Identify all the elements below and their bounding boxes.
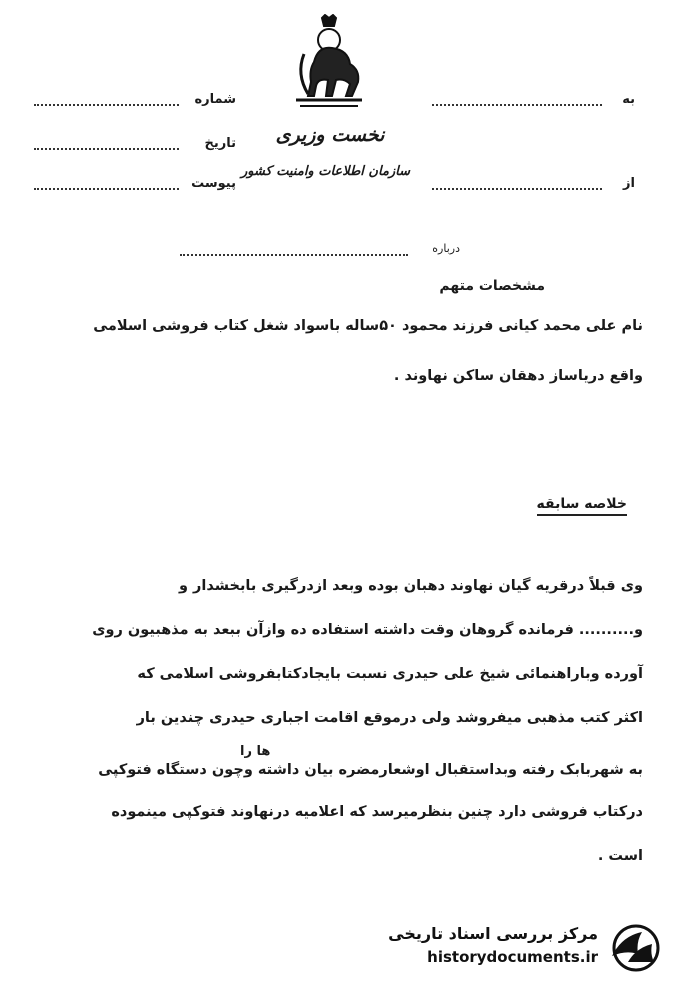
summary-line: آورده وباراهنمائی شیخ علی حیدری نسبت بایجادکتابفروشی اسلامی که <box>137 666 643 682</box>
ministry-title: نخست وزیری <box>275 124 385 146</box>
summary-line: وی قبلاً درقریه گیان نهاوند دهبان بوده وبعد ازدرگیری بابخشدار و <box>178 578 643 594</box>
attachment-dotted-line <box>34 188 179 190</box>
regarding-dotted-line <box>180 254 408 256</box>
date-dotted-line <box>34 148 179 150</box>
from-dotted-line <box>432 188 602 190</box>
watermark-title: مرکز بررسی اسناد تاریخی <box>388 924 598 943</box>
watermark-site: historydocuments.ir <box>427 948 598 966</box>
number-label: شماره <box>194 92 236 107</box>
to-dotted-line <box>432 104 602 106</box>
summary-line: درکتاب فروشی دارد چنین بنظرمیرسد که اعلامیه درنهاوند فتوکپی مینموده <box>111 804 643 820</box>
attachment-label: پیوست <box>191 176 236 191</box>
profile-line: نام علی محمد کیانی فرزند محمود ۵۰ساله باسواد شغل کتاب فروشی اسلامی <box>93 318 643 334</box>
organization-name: سازمان اطلاعات وامنیت کشور <box>240 164 411 179</box>
summary-line: است . <box>597 848 643 864</box>
profile-title: مشخصات متهم <box>439 278 545 294</box>
archive-logo-icon <box>606 922 664 974</box>
lion-and-sun-emblem-icon <box>288 14 370 114</box>
number-dotted-line <box>34 104 179 106</box>
date-label: تاریخ <box>204 136 236 151</box>
regarding-label: درباره <box>432 242 460 255</box>
to-label: به <box>622 92 635 107</box>
summary-line: به شهربابک رفته وبداستقبال اوشعارمضره بیان داشته وچون دستگاه فتوکپی <box>98 762 643 778</box>
summary-title <box>537 496 627 512</box>
handwritten-insertion: ها را <box>240 744 271 759</box>
summary-title-text: خلاصه سابقه <box>537 496 627 516</box>
summary-line: اکثر کتب مذهبی میفروشد ولی درموقع اقامت اجباری حیدری چندین بار <box>136 710 643 726</box>
watermark <box>388 920 670 976</box>
summary-line: و.......... فرمانده گروهان وقت داشته استفاده ده وازآن ببعد به مذهبیون روی <box>92 622 643 638</box>
from-label: از <box>623 176 635 191</box>
profile-line: واقع دریاساز دهقان ساکن نهاوند . <box>393 368 643 384</box>
